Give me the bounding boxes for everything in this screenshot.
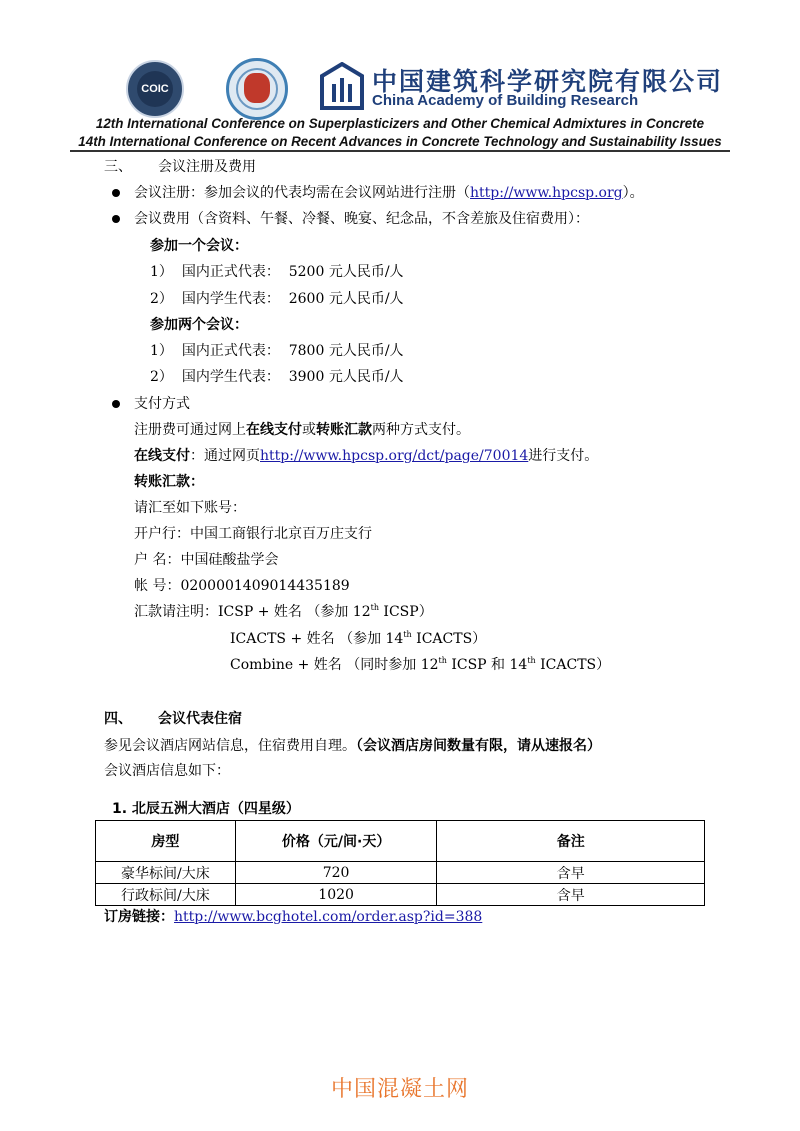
hotel-info-label: 会议酒店信息如下： <box>104 763 230 779</box>
table-header-row <box>96 821 705 862</box>
section3-title: 会议注册及费用 <box>158 159 256 175</box>
transfer-title: 转账汇款： <box>134 474 204 490</box>
table-cell: 1020 <box>235 884 437 906</box>
table-header: 价格（元/间·天） <box>235 821 437 862</box>
table-row <box>96 884 705 906</box>
account-number: 帐 号：0200001409014435189 <box>134 578 350 594</box>
coic-logo-text: COIC <box>137 71 173 107</box>
fee-intro: 会议费用（含资料、午餐、冷餐、晚宴、纪念品，不含差旅及住宿费用）： <box>134 211 589 227</box>
booking-link[interactable]: http://www.bcghotel.com/order.asp?id=388 <box>174 909 483 925</box>
registration-link[interactable]: http://www.hpcsp.org <box>470 185 623 201</box>
conference-title-2: 14th International Conference on Recent Advances in Concrete Technology and Sustainability Issues <box>78 134 722 149</box>
table-cell: 含早 <box>437 884 705 906</box>
hotel-title: 1. 北辰五洲大酒店（四星级） <box>112 801 300 817</box>
footer-watermark: 中国混凝土网 <box>330 1077 469 1102</box>
org-name-en: China Academy of Building Research <box>372 92 639 109</box>
hotel-intro: 参见会议酒店网站信息，住宿费用自理。（会议酒店房间数量有限，请从速报名） <box>104 738 601 754</box>
table-cell: 含早 <box>437 862 705 884</box>
fee-item: 2） 国内学生代表： 3900 元人民币/人 <box>150 369 404 385</box>
fee-item: 1） 国内正式代表： 7800 元人民币/人 <box>150 343 404 359</box>
table-header: 备注 <box>437 821 705 862</box>
fee-item: 1） 国内正式代表： 5200 元人民币/人 <box>150 264 404 280</box>
table-cell: 720 <box>235 862 437 884</box>
table-row <box>96 862 705 884</box>
two-conference-title: 参加两个会议： <box>150 317 248 333</box>
payment-title: 支付方式 <box>134 396 190 412</box>
remit-note-combine: Combine + 姓名 （同时参加 12th ICSP 和 14th ICACTS） <box>230 656 611 673</box>
header-divider <box>70 150 730 152</box>
section3-number: 三、 <box>104 159 132 175</box>
one-conference-title: 参加一个会议： <box>150 238 248 254</box>
account-name: 户 名：中国硅酸盐学会 <box>134 552 279 568</box>
table-cell: 行政标间/大床 <box>96 884 236 906</box>
cabr-logo-icon <box>320 62 364 110</box>
bullet-icon <box>112 215 120 223</box>
registration-line: 会议注册：参加会议的代表均需在会议网站进行注册（http://www.hpcsp.org）。 <box>134 185 644 201</box>
coic-logo <box>126 60 184 118</box>
org-name-cn: 中国建筑科学研究院有限公司 <box>372 67 724 96</box>
table-cell: 豪华标间/大床 <box>96 862 236 884</box>
section4-number: 四、 <box>104 711 132 727</box>
remit-note-icsp: 汇款请注明：ICSP + 姓名 （参加 12th ICSP） <box>134 603 433 620</box>
online-payment-line: 在线支付：通过网页http://www.hpcsp.org/dct/page/70014进行支付。 <box>134 448 599 464</box>
ceramic-society-logo <box>226 58 288 120</box>
payment-methods: 注册费可通过网上在线支付或转账汇款两种方式支付。 <box>134 422 470 438</box>
bullet-icon <box>112 189 120 197</box>
remit-to: 请汇至如下账号： <box>134 500 246 516</box>
online-payment-link[interactable]: http://www.hpcsp.org/dct/page/70014 <box>260 448 529 464</box>
conference-title-1: 12th International Conference on Superplasticizers and Other Chemical Admixtures in Concrete <box>95 116 705 131</box>
fee-item: 2） 国内学生代表： 2600 元人民币/人 <box>150 291 404 307</box>
section4-title: 会议代表住宿 <box>158 711 242 727</box>
hotel-price-table <box>95 820 705 906</box>
bank-name: 开户行：中国工商银行北京百万庄支行 <box>134 526 372 542</box>
bullet-icon <box>112 400 120 408</box>
booking-line: 订房链接：http://www.bcghotel.com/order.asp?id=388 <box>104 909 483 925</box>
table-header: 房型 <box>96 821 236 862</box>
remit-note-icacts: ICACTS + 姓名 （参加 14th ICACTS） <box>230 630 487 647</box>
